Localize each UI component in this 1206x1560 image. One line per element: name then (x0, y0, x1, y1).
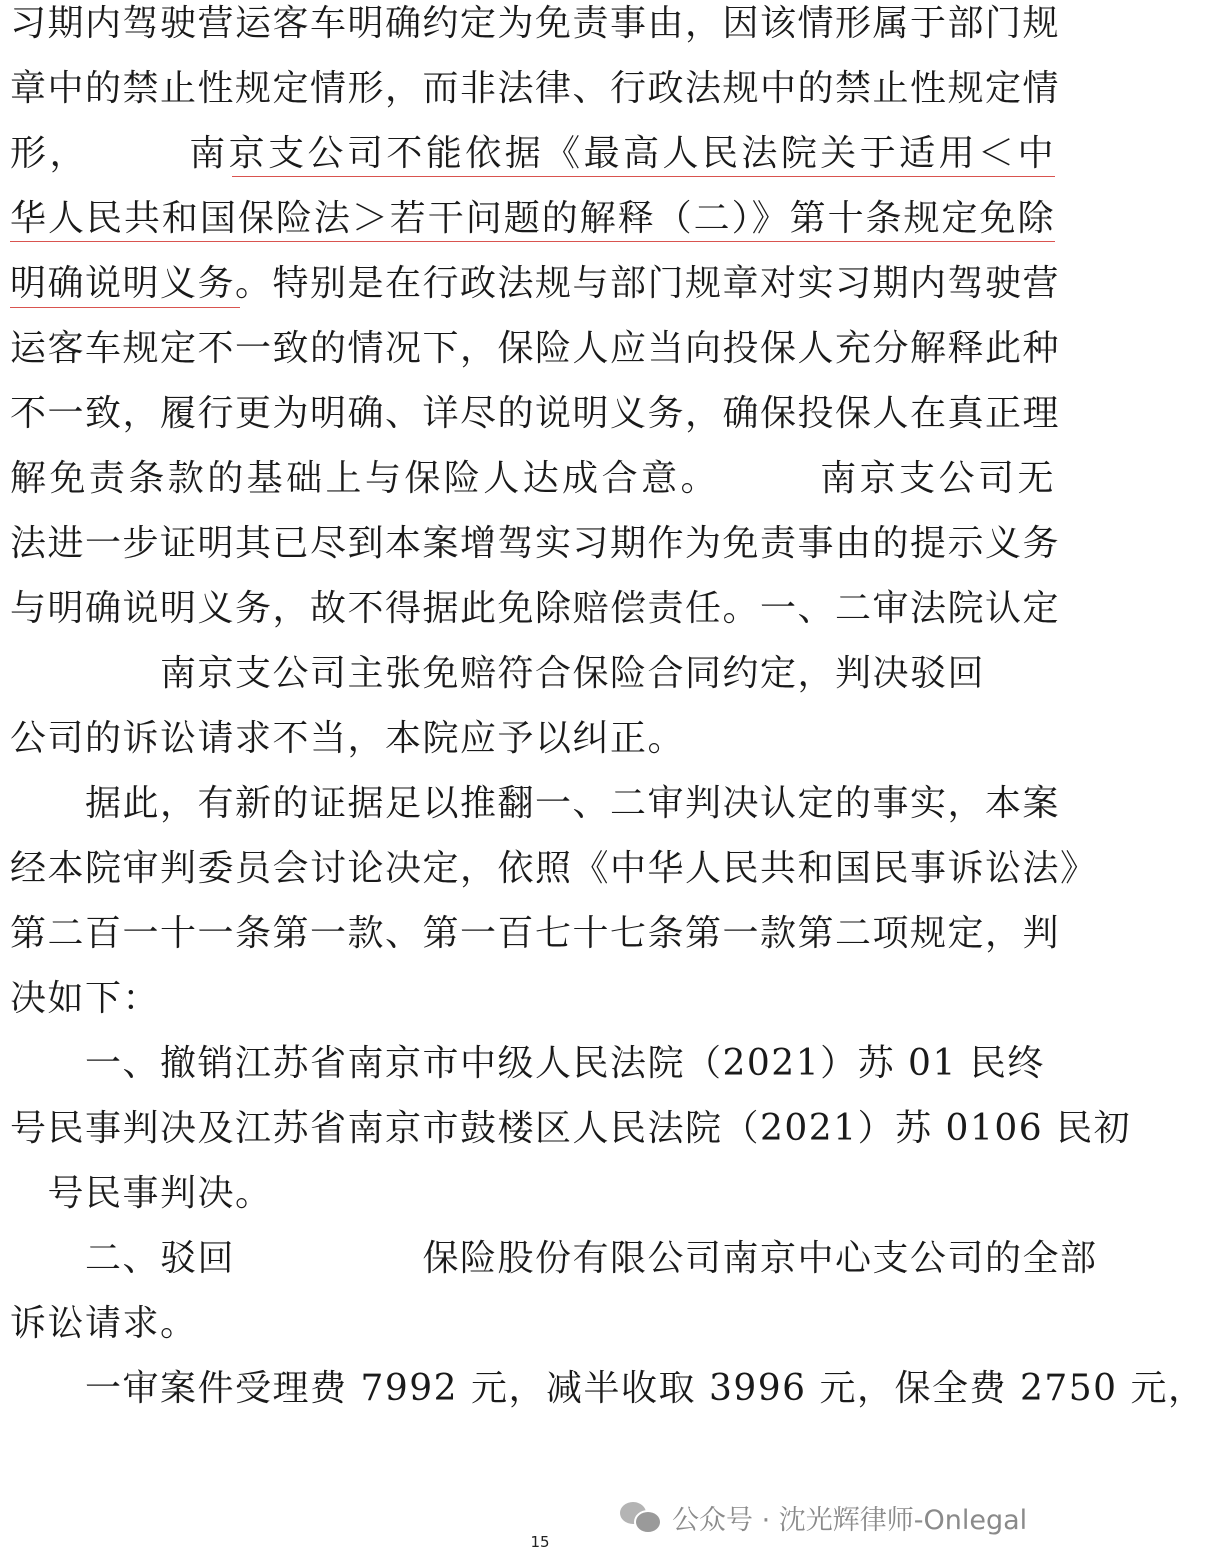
underline-annotation (232, 176, 1055, 177)
page-number: 15 (530, 1533, 550, 1551)
text-line: 明确说明义务。特别是在行政法规与部门规章对实习期内驾驶营 (10, 263, 1061, 304)
wechat-icon (620, 1500, 662, 1534)
text-line: 与明确说明义务，故不得据此免除赔偿责任。一、二审法院认定 (10, 588, 1061, 629)
text-line: 一审案件受理费 7992 元，减半收取 3996 元，保全费 2750 元， (10, 1368, 1206, 1409)
text-line: 章中的禁止性规定情形，而非法律、行政法规中的禁止性规定情 (10, 68, 1061, 109)
text-line: 号民事判决。 (10, 1173, 273, 1214)
text-line: 法进一步证明其已尽到本案增驾实习期作为免责事由的提示义务 (10, 523, 1061, 564)
watermark (620, 1497, 1027, 1537)
text-line: 公司的诉讼请求不当，本院应予以纠正。 (10, 718, 686, 759)
text-line: 华人民共和国保险法＞若干问题的解释（二）》第十条规定免除 (10, 198, 1055, 239)
underline-annotation (10, 241, 1055, 242)
text-line: 运客车规定不一致的情况下，保险人应当向投保人充分解释此种 (10, 328, 1061, 369)
text-line: 决如下： (10, 978, 161, 1019)
text-line: 第二百一十一条第一款、第一百七十七条第一款第二项规定，判 (10, 913, 1061, 954)
text-line: 南京支公司主张免赔符合保险合同约定，判决驳回 (10, 653, 986, 694)
text-line: 诉讼请求。 (10, 1303, 198, 1344)
underline-annotation (10, 307, 240, 308)
text-line: 习期内驾驶营运客车明确约定为免责事由，因该情形属于部门规 (10, 3, 1061, 44)
watermark-text: 公众号 · 沈光辉律师-Onlegal (672, 1504, 1028, 1536)
text-line: 号民事判决及江苏省南京市鼓楼区人民法院（2021）苏 0106 民初 (10, 1108, 1132, 1149)
text-line: 二、驳回 保险股份有限公司南京中心支公司的全部 (10, 1238, 1098, 1279)
text-line: 经本院审判委员会讨论决定，依照《中华人民共和国民事诉讼法》 (10, 848, 1098, 889)
text-line: 解免责条款的基础上与保险人达成合意。 南京支公司无 (10, 458, 1055, 499)
text-line: 一、撤销江苏省南京市中级人民法院（2021）苏 01 民终 (10, 1043, 1045, 1084)
text-line: 形， 南京支公司不能依据《最高人民法院关于适用＜中 (10, 133, 1055, 174)
text-line: 据此，有新的证据足以推翻一、二审判决认定的事实，本案 (10, 783, 1061, 824)
text-line: 不一致，履行更为明确、详尽的说明义务，确保投保人在真正理 (10, 393, 1061, 434)
